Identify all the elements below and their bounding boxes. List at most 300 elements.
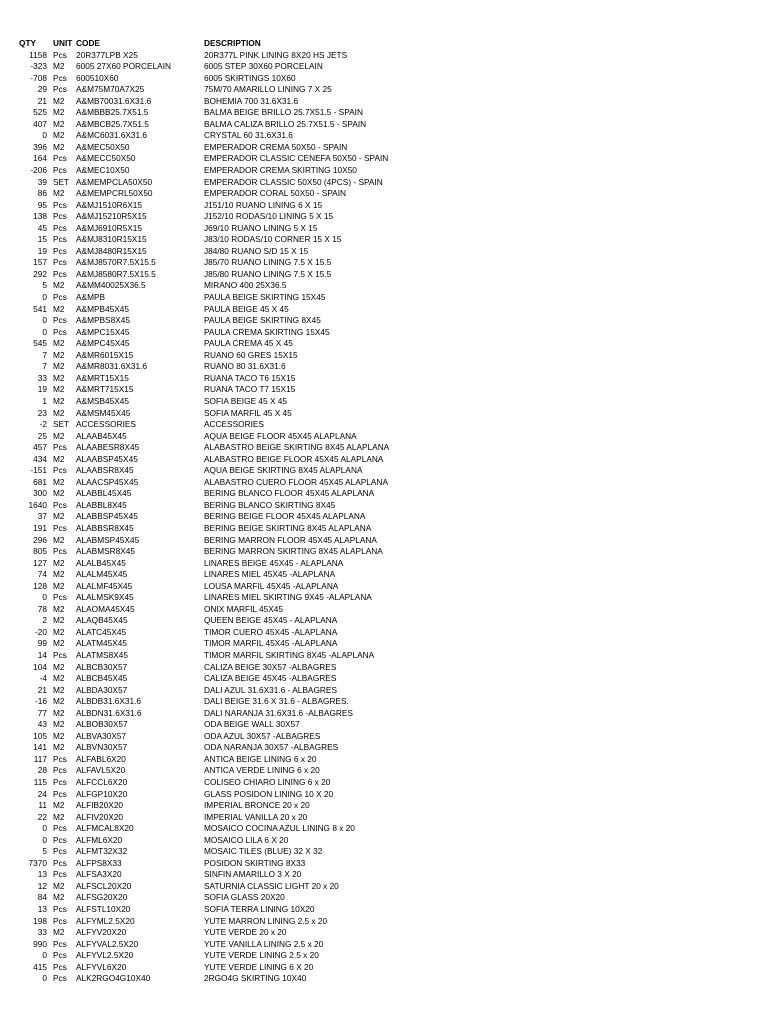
description-cell: SATURNIA CLASSIC LIGHT 20 x 20 <box>204 880 339 891</box>
unit-cell: SET <box>53 176 70 187</box>
description-cell: 6005 STEP 30X60 PORCELAIN <box>204 61 323 72</box>
code-cell: A&MB70031.6X31.6 <box>76 95 152 106</box>
description-cell: ACCESSORIES <box>204 419 264 430</box>
qty-cell: 77 <box>37 707 47 718</box>
unit-cell: Pcs <box>53 257 67 268</box>
unit-cell: M2 <box>53 338 65 349</box>
description-cell: ONIX MARFIL 45X45 <box>204 603 284 614</box>
qty-cell: 117 <box>33 753 47 764</box>
qty-cell: 78 <box>37 603 47 614</box>
code-cell: ALALM45X45 <box>76 569 128 580</box>
table-row <box>0 142 768 154</box>
unit-cell: M2 <box>53 557 65 568</box>
table-row <box>0 373 768 385</box>
unit-cell: M2 <box>53 696 65 707</box>
code-cell: A&MJ8480R15X15 <box>76 245 147 256</box>
table-row <box>0 188 768 200</box>
code-cell: ALAABESR8X45 <box>76 442 140 453</box>
code-cell: ALFYVAL2.5X20 <box>76 938 139 949</box>
table-row <box>0 569 768 581</box>
qty-cell: 24 <box>37 788 47 799</box>
table-row <box>0 269 768 281</box>
table-row <box>0 939 768 951</box>
table-row <box>0 257 768 269</box>
code-cell: ALALB45X45 <box>76 557 126 568</box>
qty-cell: 0 <box>42 592 47 603</box>
unit-cell: Pcs <box>53 72 67 83</box>
code-cell: ALAOMA45X45 <box>76 603 135 614</box>
description-cell: YUTE MARRON LINING 2.5 x 20 <box>204 915 328 926</box>
qty-cell: 138 <box>33 211 47 222</box>
code-cell: ALALMSK9X45 <box>76 592 134 603</box>
code-cell: A&MR6015X15 <box>76 349 134 360</box>
table-row <box>0 396 768 408</box>
table-row <box>0 361 768 373</box>
description-cell: POSIDON SKIRTING 8X33 <box>204 857 306 868</box>
unit-cell: Pcs <box>53 211 67 222</box>
description-cell: J83/10 RODAS/10 CORNER 15 X 15 <box>204 234 342 245</box>
unit-cell: M2 <box>53 626 65 637</box>
qty-cell: 43 <box>37 719 47 730</box>
table-row <box>0 107 768 119</box>
unit-cell: M2 <box>53 453 65 464</box>
qty-cell: 28 <box>37 765 47 776</box>
header-description: DESCRIPTION <box>204 38 261 48</box>
qty-cell: 7370 <box>28 857 47 868</box>
code-cell: A&MEC10X50 <box>76 165 130 176</box>
table-row <box>0 719 768 731</box>
unit-cell: M2 <box>53 615 65 626</box>
description-cell: ODA AZUL 30X57 -ALBAGRES <box>204 730 321 741</box>
code-cell: ALABBL8X45 <box>76 499 127 510</box>
unit-cell: Pcs <box>53 765 67 776</box>
qty-cell: -2 <box>39 419 47 430</box>
description-cell: RUANO 60 GRES 15X15 <box>204 349 298 360</box>
qty-cell: -151 <box>30 465 47 476</box>
qty-cell: 157 <box>33 257 47 268</box>
unit-cell: Pcs <box>53 153 67 164</box>
code-cell: A&MBBB25.7X51.5 <box>76 107 149 118</box>
description-cell: ODA NARANJA 30X57 -ALBAGRES <box>204 742 339 753</box>
table-row <box>0 581 768 593</box>
unit-cell: M2 <box>53 384 65 395</box>
qty-cell: 407 <box>33 118 47 129</box>
qty-cell: -16 <box>35 696 47 707</box>
table-row <box>0 708 768 720</box>
unit-cell: M2 <box>53 61 65 72</box>
description-cell: RUANA TACO T7 15X15 <box>204 384 296 395</box>
description-cell: DALI BEIGE 31.6 X 31.6 - ALBAGRES. <box>204 696 349 707</box>
unit-cell: M2 <box>53 395 65 406</box>
unit-cell: Pcs <box>53 199 67 210</box>
unit-cell: M2 <box>53 742 65 753</box>
table-row <box>0 96 768 108</box>
qty-cell: 7 <box>42 349 47 360</box>
unit-cell: Pcs <box>53 915 67 926</box>
table-row <box>0 442 768 454</box>
table-row <box>0 280 768 292</box>
description-cell: SOFIA TERRA LINING 10X20 <box>204 904 315 915</box>
table-row <box>0 292 768 304</box>
unit-cell: Pcs <box>53 546 67 557</box>
qty-cell: 39 <box>37 176 47 187</box>
table-row <box>0 315 768 327</box>
unit-cell: M2 <box>53 684 65 695</box>
description-cell: TIMOR CUERO 45X45 -ALAPLANA <box>204 626 338 637</box>
qty-cell: 105 <box>33 730 47 741</box>
table-row <box>0 604 768 616</box>
table-row <box>0 685 768 697</box>
qty-cell: 127 <box>33 557 47 568</box>
code-cell: ALFAVL5X20 <box>76 765 126 776</box>
table-row <box>0 846 768 858</box>
unit-cell: M2 <box>53 303 65 314</box>
code-cell: A&MR8031.6X31.6 <box>76 361 148 372</box>
qty-cell: -708 <box>30 72 47 83</box>
code-cell: A&MC6031.6X31.6 <box>76 130 148 141</box>
code-cell: ALFSA3X20 <box>76 869 122 880</box>
description-cell: BERING BEIGE FLOOR 45X45 ALAPLANA <box>204 511 366 522</box>
code-cell: ALATM45X45 <box>76 638 128 649</box>
unit-cell: Pcs <box>53 788 67 799</box>
code-cell: ALBOB30X57 <box>76 719 128 730</box>
unit-cell: Pcs <box>53 522 67 533</box>
qty-cell: 415 <box>33 961 47 972</box>
qty-cell: 19 <box>37 384 47 395</box>
inventory-rows <box>0 50 768 985</box>
table-row <box>0 904 768 916</box>
code-cell: ALABMSP45X45 <box>76 534 140 545</box>
code-cell: A&MPB <box>76 292 106 303</box>
unit-cell: M2 <box>53 673 65 684</box>
table-row <box>0 488 768 500</box>
code-cell: ALFYML2.5X20 <box>76 915 135 926</box>
description-cell: 2RGO4G SKIRTING 10X40 <box>204 973 307 984</box>
code-cell: ALAABSP45X45 <box>76 453 138 464</box>
description-cell: MOSAICO LILA 6 X 20 <box>204 834 289 845</box>
unit-cell: Pcs <box>53 315 67 326</box>
unit-cell: M2 <box>53 107 65 118</box>
qty-cell: 0 <box>42 326 47 337</box>
table-row <box>0 211 768 223</box>
description-cell: LINARES BEIGE 45X45 - ALAPLANA <box>204 557 344 568</box>
code-cell: ALBCB30X57 <box>76 661 128 672</box>
description-cell: EMPERADOR CREMA SKIRTING 10X50 <box>204 165 357 176</box>
qty-cell: 2 <box>42 615 47 626</box>
code-cell: A&MJ8570R7.5X15.5 <box>76 257 156 268</box>
code-cell: ALFMCAL8X20 <box>76 823 134 834</box>
table-row <box>0 535 768 547</box>
qty-cell: 525 <box>33 107 47 118</box>
qty-cell: 990 <box>33 938 47 949</box>
table-row <box>0 638 768 650</box>
description-cell: J85/70 RUANO LINING 7.5 X 15.5 <box>204 257 332 268</box>
table-row <box>0 927 768 939</box>
code-cell: ALK2RGO4G10X40 <box>76 973 151 984</box>
qty-cell: -4 <box>39 673 47 684</box>
qty-cell: 1640 <box>28 499 47 510</box>
code-cell: ALABMSR8X45 <box>76 546 136 557</box>
unit-cell: M2 <box>53 638 65 649</box>
table-row <box>0 119 768 131</box>
table-row <box>0 835 768 847</box>
code-cell: ALFSCL20X20 <box>76 880 132 891</box>
header-qty: QTY <box>19 38 37 48</box>
description-cell: ODA BEIGE WALL 30X57 <box>204 719 300 730</box>
unit-cell: Pcs <box>53 84 67 95</box>
code-cell: A&M75M70A7X25 <box>76 84 145 95</box>
qty-cell: 14 <box>37 649 47 660</box>
table-row <box>0 350 768 362</box>
description-cell: SOFIA GLASS 20X20 <box>204 892 285 903</box>
table-row <box>0 130 768 142</box>
table-row <box>0 592 768 604</box>
table-row <box>0 615 768 627</box>
code-cell: ALAACSP45X45 <box>76 476 139 487</box>
description-cell: BALMA CALIZA BRILLO 25.7X51.5 - SPAIN <box>204 118 367 129</box>
unit-cell: M2 <box>53 407 65 418</box>
unit-cell: M2 <box>53 130 65 141</box>
table-row <box>0 165 768 177</box>
description-cell: BOHEMIA 700 31.6X31.6 <box>204 95 299 106</box>
unit-cell: Pcs <box>53 834 67 845</box>
code-cell: A&MJ8580R7.5X15.5 <box>76 268 156 279</box>
qty-cell: 292 <box>33 268 47 279</box>
header-row <box>0 38 768 50</box>
code-cell: ALFABL6X20 <box>76 753 126 764</box>
code-cell: A&MRT15X15 <box>76 372 129 383</box>
code-cell: A&MEC50X50 <box>76 141 130 152</box>
table-row <box>0 200 768 212</box>
unit-cell: Pcs <box>53 846 67 857</box>
qty-cell: 0 <box>42 973 47 984</box>
description-cell: LINARES MIEL 45X45 -ALAPLANA <box>204 569 336 580</box>
unit-cell: Pcs <box>53 49 67 60</box>
qty-cell: 37 <box>37 511 47 522</box>
table-row <box>0 858 768 870</box>
unit-cell: M2 <box>53 118 65 129</box>
unit-cell: M2 <box>53 95 65 106</box>
code-cell: 20R377LPB X25 <box>76 49 138 60</box>
unit-cell: Pcs <box>53 950 67 961</box>
qty-cell: 115 <box>33 777 47 787</box>
code-cell: ALBDN31.6X31.6 <box>76 707 142 718</box>
code-cell: ALFSTL10X20 <box>76 904 131 915</box>
code-cell: ALBDA30X57 <box>76 684 128 695</box>
unit-cell: M2 <box>53 661 65 672</box>
table-row <box>0 304 768 316</box>
unit-cell: M2 <box>53 476 65 487</box>
qty-cell: 0 <box>42 130 47 141</box>
code-cell: A&MJ1510R6X15 <box>76 199 142 210</box>
unit-cell: Pcs <box>53 857 67 868</box>
table-row <box>0 742 768 754</box>
unit-cell: Pcs <box>53 165 67 176</box>
code-cell: A&MEMPCLA50X50 <box>76 176 153 187</box>
unit-cell: Pcs <box>53 222 67 233</box>
table-row <box>0 777 768 789</box>
unit-cell: M2 <box>53 811 65 822</box>
code-cell: A&MPC45X45 <box>76 338 130 349</box>
code-cell: A&MRT715X15 <box>76 384 134 395</box>
code-cell: ALFIB20X20 <box>76 800 124 811</box>
unit-cell: M2 <box>53 349 65 360</box>
unit-cell: Pcs <box>53 292 67 303</box>
table-row <box>0 511 768 523</box>
qty-cell: 15 <box>37 234 47 245</box>
qty-cell: 1158 <box>29 49 47 60</box>
code-cell: ALFIV20X20 <box>76 811 124 822</box>
description-cell: PAULA CREMA 45 X 45 <box>204 338 293 349</box>
description-cell: EMPERADOR CLASSIC CENEFA 50X50 - SPAIN <box>204 153 389 164</box>
code-cell: A&MJ8310R15X15 <box>76 234 147 245</box>
description-cell: ANTICA BEIGE LINING 6 x 20 <box>204 753 317 764</box>
description-cell: LOUSA MARFIL 45X45 -ALAPLANA <box>204 580 339 591</box>
qty-cell: 13 <box>37 904 47 915</box>
qty-cell: 74 <box>37 569 47 580</box>
code-cell: A&MJ15210R5X15 <box>76 211 147 222</box>
code-cell: A&MBCB25.7X51.5 <box>76 118 149 129</box>
unit-cell: Pcs <box>53 268 67 279</box>
table-row <box>0 558 768 570</box>
description-cell: YUTE VERDE LINING 6 X 20 <box>204 961 314 972</box>
description-cell: AQUA BEIGE SKIRTING 8X45 ALAPLANA <box>204 465 363 476</box>
description-cell: 6005 SKIRTINGS 10X60 <box>204 72 296 83</box>
table-row <box>0 546 768 558</box>
code-cell: ALBCB45X45 <box>76 673 128 684</box>
description-cell: ALABASTRO CUERO FLOOR 45X45 ALAPLANA <box>204 476 388 487</box>
code-cell: 600510X60 <box>76 72 119 83</box>
qty-cell: 300 <box>33 488 47 499</box>
qty-cell: 0 <box>42 950 47 961</box>
qty-cell: 11 <box>38 800 47 811</box>
qty-cell: 99 <box>37 638 47 649</box>
qty-cell: 191 <box>33 522 47 533</box>
table-row <box>0 916 768 928</box>
table-row <box>0 246 768 258</box>
description-cell: MOSAIC TILES (BLUE) 32 X 32 <box>204 846 323 857</box>
qty-cell: 25 <box>37 430 47 441</box>
code-cell: ALFCCL6X20 <box>76 777 128 787</box>
code-cell: ALABBL45X45 <box>76 488 132 499</box>
table-row <box>0 892 768 904</box>
description-cell: BALMA BEIGE BRILLO 25.7X51.5 - SPAIN <box>204 107 363 118</box>
code-cell: ALBDB31.6X31.6 <box>76 696 142 707</box>
description-cell: COLISEO CHIARO LINING 6 x 20 <box>204 777 331 787</box>
header-unit: UNIT <box>53 38 73 48</box>
table-row <box>0 465 768 477</box>
unit-cell: M2 <box>53 707 65 718</box>
code-cell: ALAABSR8X45 <box>76 465 134 476</box>
code-cell: A&MM40025X36.5 <box>76 280 146 291</box>
table-row <box>0 431 768 443</box>
description-cell: YUTE VERDE LINING 2.5 x 20 <box>204 950 319 961</box>
description-cell: PAULA CREMA SKIRTING 15X45 <box>204 326 330 337</box>
code-cell: ALALMF45X45 <box>76 580 133 591</box>
table-row <box>0 177 768 189</box>
unit-cell: M2 <box>53 927 65 938</box>
unit-cell: M2 <box>53 188 65 199</box>
code-cell: ALAQB45X45 <box>76 615 128 626</box>
code-cell: ALFSG20X20 <box>76 892 128 903</box>
description-cell: J152/10 RODAS/10 LINING 5 X 15 <box>204 211 334 222</box>
qty-cell: 23 <box>37 407 47 418</box>
table-row <box>0 731 768 743</box>
unit-cell: Pcs <box>53 777 67 787</box>
qty-cell: 84 <box>37 892 47 903</box>
table-row <box>0 327 768 339</box>
code-cell: ALATMS8X45 <box>76 649 128 660</box>
description-cell: BERING BEIGE SKIRTING 8X45 ALAPLANA <box>204 522 372 533</box>
qty-cell: 12 <box>37 880 47 891</box>
unit-cell: M2 <box>53 569 65 580</box>
table-row <box>0 477 768 489</box>
description-cell: SOFIA BEIGE 45 X 45 <box>204 395 288 406</box>
unit-cell: Pcs <box>53 499 67 510</box>
code-cell: A&MSB45X45 <box>76 395 130 406</box>
qty-cell: 0 <box>42 292 47 303</box>
qty-cell: 33 <box>37 372 47 383</box>
description-cell: BERING MARRON FLOOR 45X45 ALAPLANA <box>204 534 377 545</box>
unit-cell: Pcs <box>53 234 67 245</box>
qty-cell: 45 <box>37 222 47 233</box>
code-cell: ALFYVL2.5X20 <box>76 950 134 961</box>
description-cell: J151/10 RUANO LINING 6 X 15 <box>204 199 323 210</box>
table-row <box>0 765 768 777</box>
qty-cell: 164 <box>33 153 47 164</box>
unit-cell: Pcs <box>53 442 67 453</box>
description-cell: YUTE VANILLA LINING 2.5 x 20 <box>204 938 324 949</box>
qty-cell: 0 <box>42 834 47 845</box>
unit-cell: SET <box>53 419 70 430</box>
table-row <box>0 50 768 62</box>
table-row <box>0 384 768 396</box>
code-cell: ALFYV20X20 <box>76 927 127 938</box>
qty-cell: 13 <box>37 869 47 880</box>
unit-cell: M2 <box>53 534 65 545</box>
qty-cell: 434 <box>33 453 47 464</box>
table-row <box>0 523 768 535</box>
table-row <box>0 419 768 431</box>
table-row <box>0 973 768 985</box>
qty-cell: 95 <box>37 199 47 210</box>
unit-cell: M2 <box>53 361 65 372</box>
unit-cell: Pcs <box>53 649 67 660</box>
code-cell: ALABBSP45X45 <box>76 511 138 522</box>
qty-cell: 86 <box>37 188 47 199</box>
description-cell: TIMOR MARFIL SKIRTING 8X45 -ALAPLANA <box>204 649 375 660</box>
table-row <box>0 696 768 708</box>
qty-cell: 104 <box>33 661 47 672</box>
unit-cell: Pcs <box>53 245 67 256</box>
unit-cell: M2 <box>53 372 65 383</box>
description-cell: MIRANO 400 25X36.5 <box>204 280 287 291</box>
table-row <box>0 61 768 73</box>
description-cell: ALABASTRO BEIGE SKIRTING 8X45 ALAPLANA <box>204 442 390 453</box>
table-row <box>0 881 768 893</box>
code-cell: A&MPC15X45 <box>76 326 130 337</box>
unit-cell: Pcs <box>53 961 67 972</box>
table-row <box>0 223 768 235</box>
code-cell: ALFMT32X32 <box>76 846 128 857</box>
qty-cell: 141 <box>33 742 47 753</box>
description-cell: PAULA BEIGE SKIRTING 8X45 <box>204 315 321 326</box>
description-cell: ALABASTRO BEIGE FLOOR 45X45 ALAPLANA <box>204 453 384 464</box>
code-cell: A&MPBS8X45 <box>76 315 130 326</box>
qty-cell: -20 <box>35 626 47 637</box>
qty-cell: 805 <box>33 546 47 557</box>
code-cell: ACCESSORIES <box>76 419 136 430</box>
